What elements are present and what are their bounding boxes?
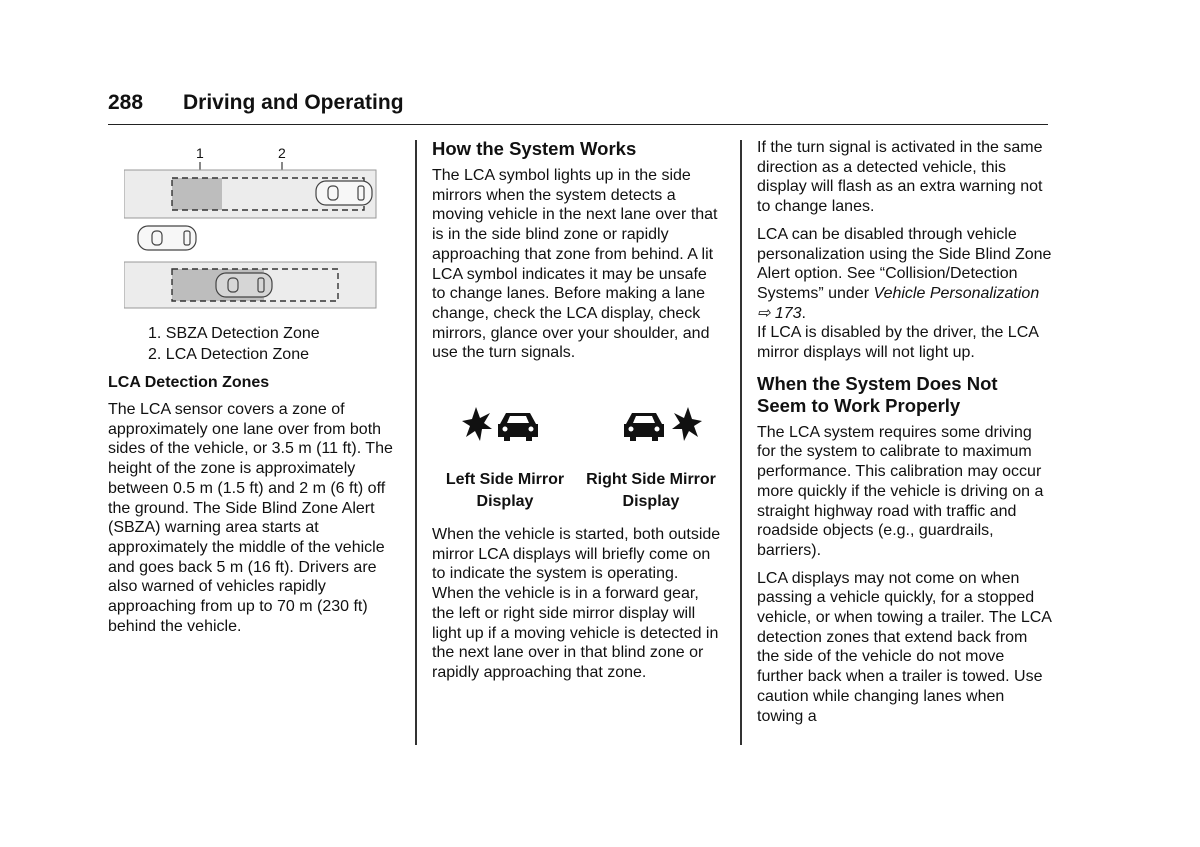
section-title: Driving and Operating [183,91,404,114]
subheading: LCA Detection Zones [108,374,270,391]
left-mirror-lca-icon [462,405,544,445]
left-mirror-caption: Left Side Mirror Display [445,471,565,511]
page-header [108,88,1048,125]
sbza-zone-top [172,178,222,210]
legend-item: 1. SBZA Detection Zone [148,325,320,342]
paragraph-text: . [801,304,806,322]
column-divider [415,140,417,745]
callout-1: 1 [196,145,204,161]
heading: How the System Works [432,138,637,159]
paragraph: The LCA symbol lights up in the side mirrors when the system detects a moving vehicle in the next lane over that is in the side blind zone or rapidly approaching that zone from behind. A lit LCA symbol indicates it may be unsafe to change lanes. Before making a lane change, check the LCA display, check mirrors, glance over your shoulder, and use the turn signals. [432,167,718,362]
paragraph: If the turn signal is activated in the same direction as a detected vehicle, this display will flash as an extra warning not to change lanes. [757,139,1043,216]
paragraph: When the vehicle is started, both outside mirror LCA displays will briefly come on to indicate the system is operating. When the vehicle is in a forward gear, the left or right side mirror display will light up if a moving vehicle is detected in the next lane over in that blind zone or rapidly approaching that zone. [432,526,721,681]
car-icon [316,181,372,205]
paragraph [757,225,1052,363]
page-number: 288 [108,91,144,114]
paragraph-text: LCA can be disabled through vehicle personalization using the Side Blind Zone Alert option. See “Collision/Detection Systems” under [757,225,1052,302]
column-1 [108,138,403,644]
figure-legend [148,323,403,365]
paragraph-text: If LCA is disabled by the driver, the LCA mirror displays will not light up. [757,324,1039,362]
car-icon [138,226,196,250]
heading: When the System Does Not Seem to Work Properly [757,372,998,416]
legend-item: 2. LCA Detection Zone [148,346,309,363]
column-3 [757,138,1052,734]
column-divider [740,140,742,745]
paragraph: The LCA sensor covers a zone of approximately one lane over from both sides of the vehicle, or 3.5 m (11 ft). The height of the zone is approximately between 0.5 m (1.5 ft) and 2 m (6 ft) off the ground. The Side Blind Zone Alert (SBZA) warning area starts at approximately the middle of the vehicle and goes back 5 m (16 ft). Drivers are also warned of vehicles rapidly approaching from up to 70 m (230 ft) behind the vehicle. [108,401,393,635]
car-icon [216,273,272,297]
callout-2: 2 [278,145,286,161]
paragraph: LCA displays may not come on when passing a vehicle quickly, for a stopped vehicle, or when towing a trailer. The LCA detection zones that extend back from the side of the vehicle do not move further back when a trailer is towed. Use caution while changing lanes when towing a [757,569,1052,725]
right-mirror-caption: Right Side Mirror Display [586,471,716,511]
detection-zone-diagram [124,138,396,313]
column-2 [432,138,724,691]
paragraph: The LCA system requires some driving for the system to calibrate to maximum performance. This calibration may occur more quickly if the vehicle is driving on a straight highway road with traffic and roadside objects (e.g., guardrails, barriers). [757,423,1044,559]
cross-reference-link[interactable]: Vehicle Personalization ⇨ 173 [757,284,1040,322]
right-mirror-lca-icon [620,405,702,445]
